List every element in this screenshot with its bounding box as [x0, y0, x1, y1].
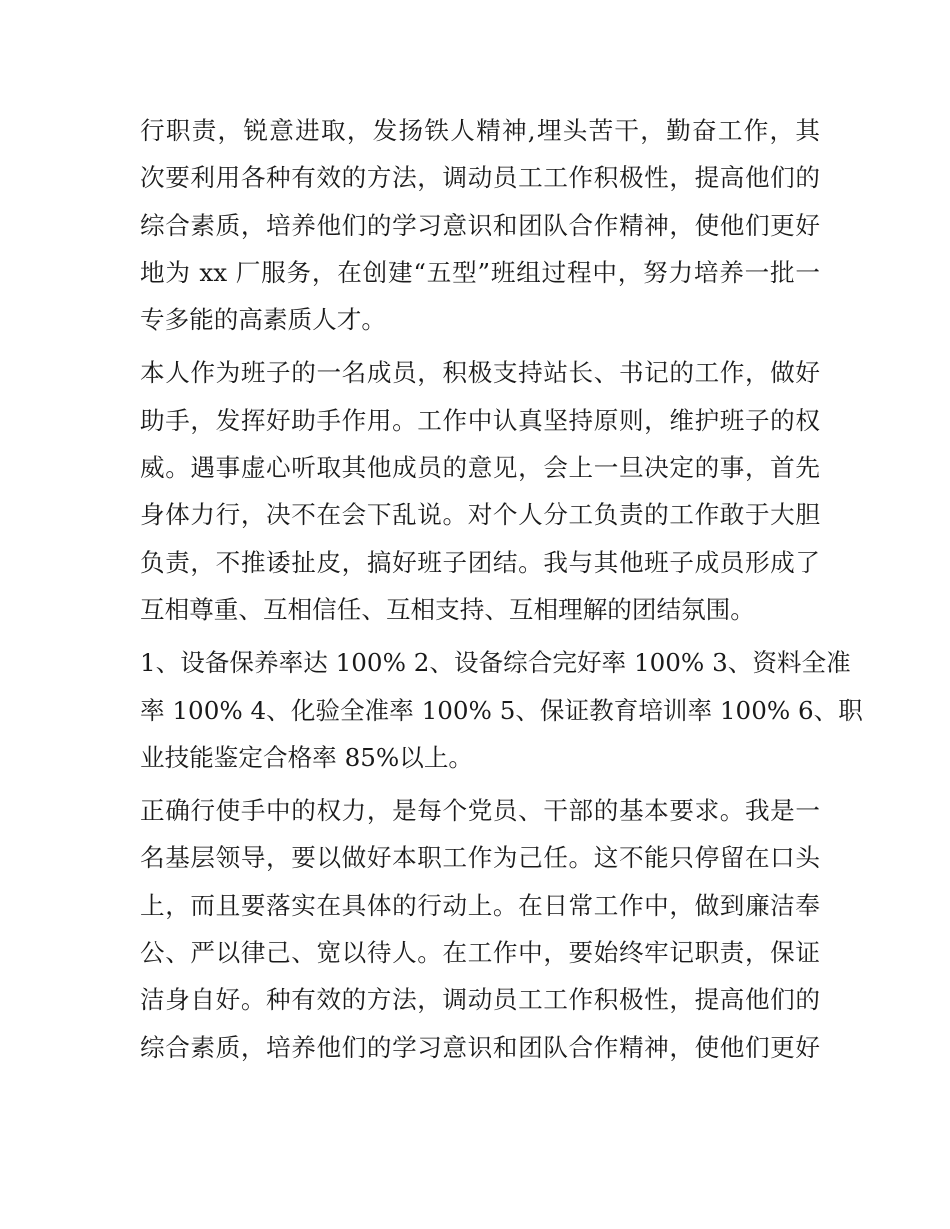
text-line: 地为 xx 厂服务，在创建“五型”班组过程中，努力培养一批一: [140, 257, 820, 287]
text-line: 身体力行，决不在会下乱说。对个人分工负责的工作敢于大胆: [140, 500, 820, 530]
text-line: 互相尊重、互相信任、互相支持、互相理解的团结氛围。: [140, 594, 755, 624]
text-line: 综合素质，培养他们的学习意识和团队合作精神，使他们更好: [140, 210, 820, 240]
text-line: 行职责，锐意进取，发扬铁人精神,埋头苦干，勤奋工作，其: [140, 116, 820, 145]
text-line: 业技能鉴定合格率 85%以上。: [140, 742, 474, 772]
text-line: 综合素质，培养他们的学习意识和团队合作精神，使他们更好: [140, 1032, 820, 1062]
text-line: 率 100% 4、化验全准率 100% 5、保证教育培训率 100% 6、职: [140, 695, 863, 725]
text-line: 专多能的高素质人才。: [140, 305, 386, 335]
text-line: 1、设备保养率达 100% 2、设备综合完好率 100% 3、资料全准: [140, 648, 851, 678]
text-line: 威。遇事虚心听取其他成员的意见，会上一旦决定的事，首先: [140, 453, 820, 483]
text-line: 负责，不推诿扯皮，搞好班子团结。我与其他班子成员形成了: [140, 547, 820, 577]
text-line: 洁身自好。种有效的方法，调动员工工作积极性，提高他们的: [140, 985, 820, 1015]
text-line: 本人作为班子的一名成员，积极支持站长、书记的工作，做好: [140, 358, 820, 388]
text-line: 公、严以律己、宽以待人。在工作中，要始终牢记职责，保证: [140, 938, 820, 968]
text-line: 正确行使手中的权力，是每个党员、干部的基本要求。我是一: [140, 796, 820, 826]
text-line: 上，而且要落实在具体的行动上。在日常工作中，做到廉洁奉: [140, 890, 820, 920]
text-line: 名基层领导，要以做好本职工作为己任。这不能只停留在口头: [140, 843, 820, 873]
text-line: 次要利用各种有效的方法，调动员工工作积极性，提高他们的: [140, 163, 820, 193]
document-body: [140, 107, 863, 1071]
text-line: 助手，发挥好助手作用。工作中认真坚持原则，维护班子的权: [140, 405, 820, 435]
